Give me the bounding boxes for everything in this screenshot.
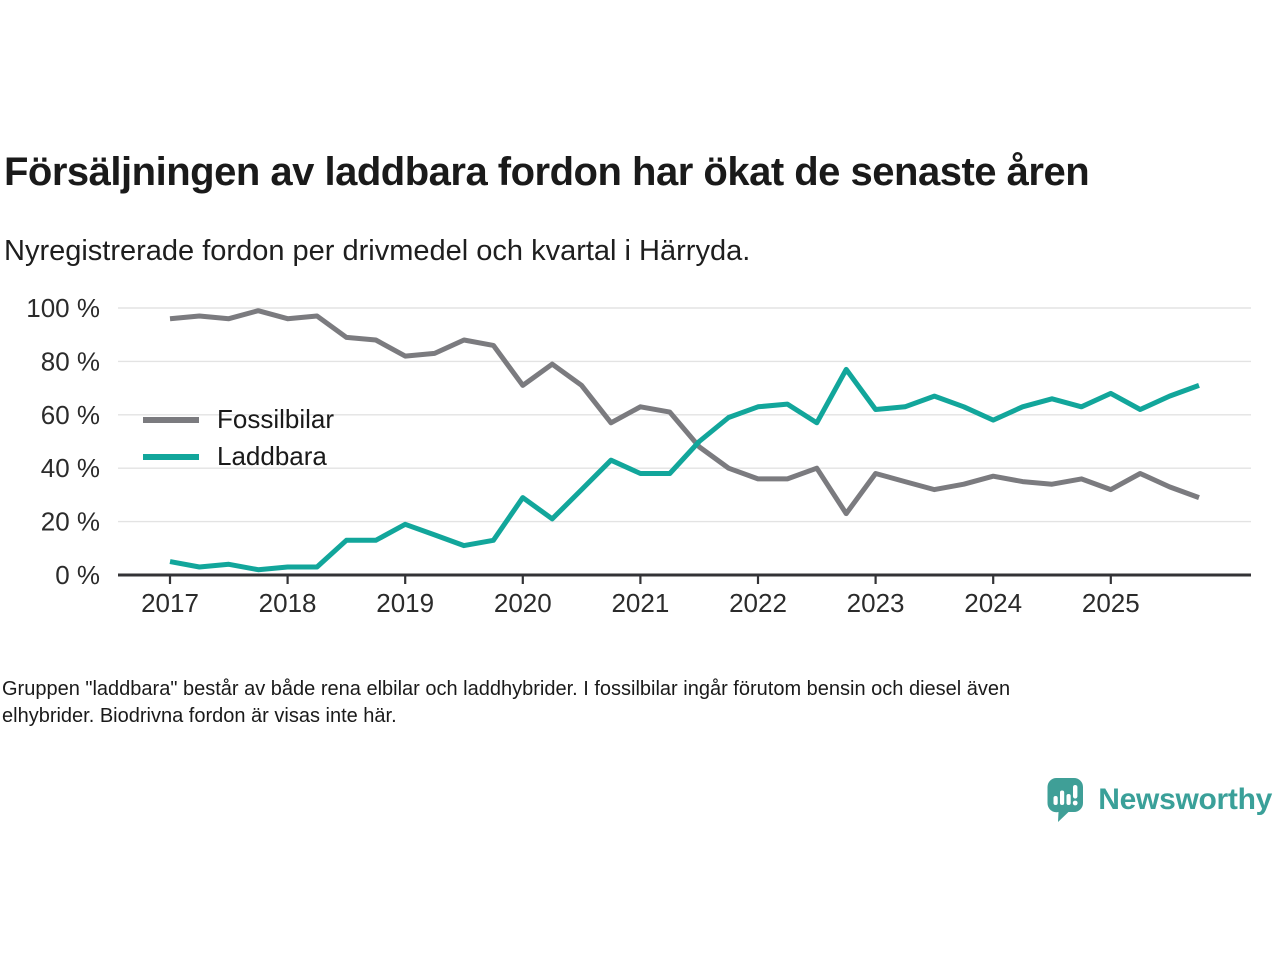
x-tick-label: 2017 (141, 588, 199, 618)
footnote-line-2: elhybrider. Biodrivna fordon är visas inte här. (2, 705, 397, 727)
legend-item-fossilbilar (143, 405, 334, 434)
y-tick-label: 20 % (40, 506, 100, 537)
footnote-line-1: Gruppen "laddbara" består av både rena elbilar och laddhybrider. I fossilbilar ingår förutom bensin och diesel även (2, 678, 1011, 700)
legend-item-laddbara (143, 442, 334, 471)
y-tick-label: 40 % (40, 453, 100, 484)
legend-label-fossilbilar: Fossilbilar (217, 404, 335, 434)
y-tick-label: 60 % (40, 399, 100, 430)
legend-label-laddbara: Laddbara (217, 441, 327, 471)
line-chart (0, 290, 1280, 635)
chart-subtitle: Nyregistrerade fordon per drivmedel och kvartal i Härryda. (4, 235, 751, 267)
chart-footnote (2, 676, 1227, 730)
x-tick-label: 2018 (258, 588, 317, 618)
newsworthy-wordmark: Newsworthy (1098, 782, 1272, 816)
chart-legend (143, 405, 334, 471)
newsworthy-logo (1045, 776, 1272, 823)
x-tick-label: 2022 (729, 588, 787, 618)
x-tick-label: 2020 (493, 588, 552, 618)
x-tick-label: 2021 (611, 588, 670, 618)
y-tick-label: 0 % (55, 560, 100, 590)
x-tick-label: 2019 (376, 588, 435, 618)
x-tick-label: 2024 (964, 588, 1023, 618)
x-tick-label: 2025 (1081, 588, 1140, 618)
y-tick-label: 80 % (40, 346, 100, 377)
x-tick-label: 2023 (846, 588, 905, 618)
chart-title: Försäljningen av laddbara fordon har ökat de senaste åren (4, 150, 1090, 194)
newsworthy-chart-bubble-icon (1045, 776, 1085, 823)
fossilbilar-line-swatch (143, 417, 199, 423)
laddbara-line-swatch (143, 454, 199, 460)
y-tick-label: 100 % (26, 293, 100, 323)
